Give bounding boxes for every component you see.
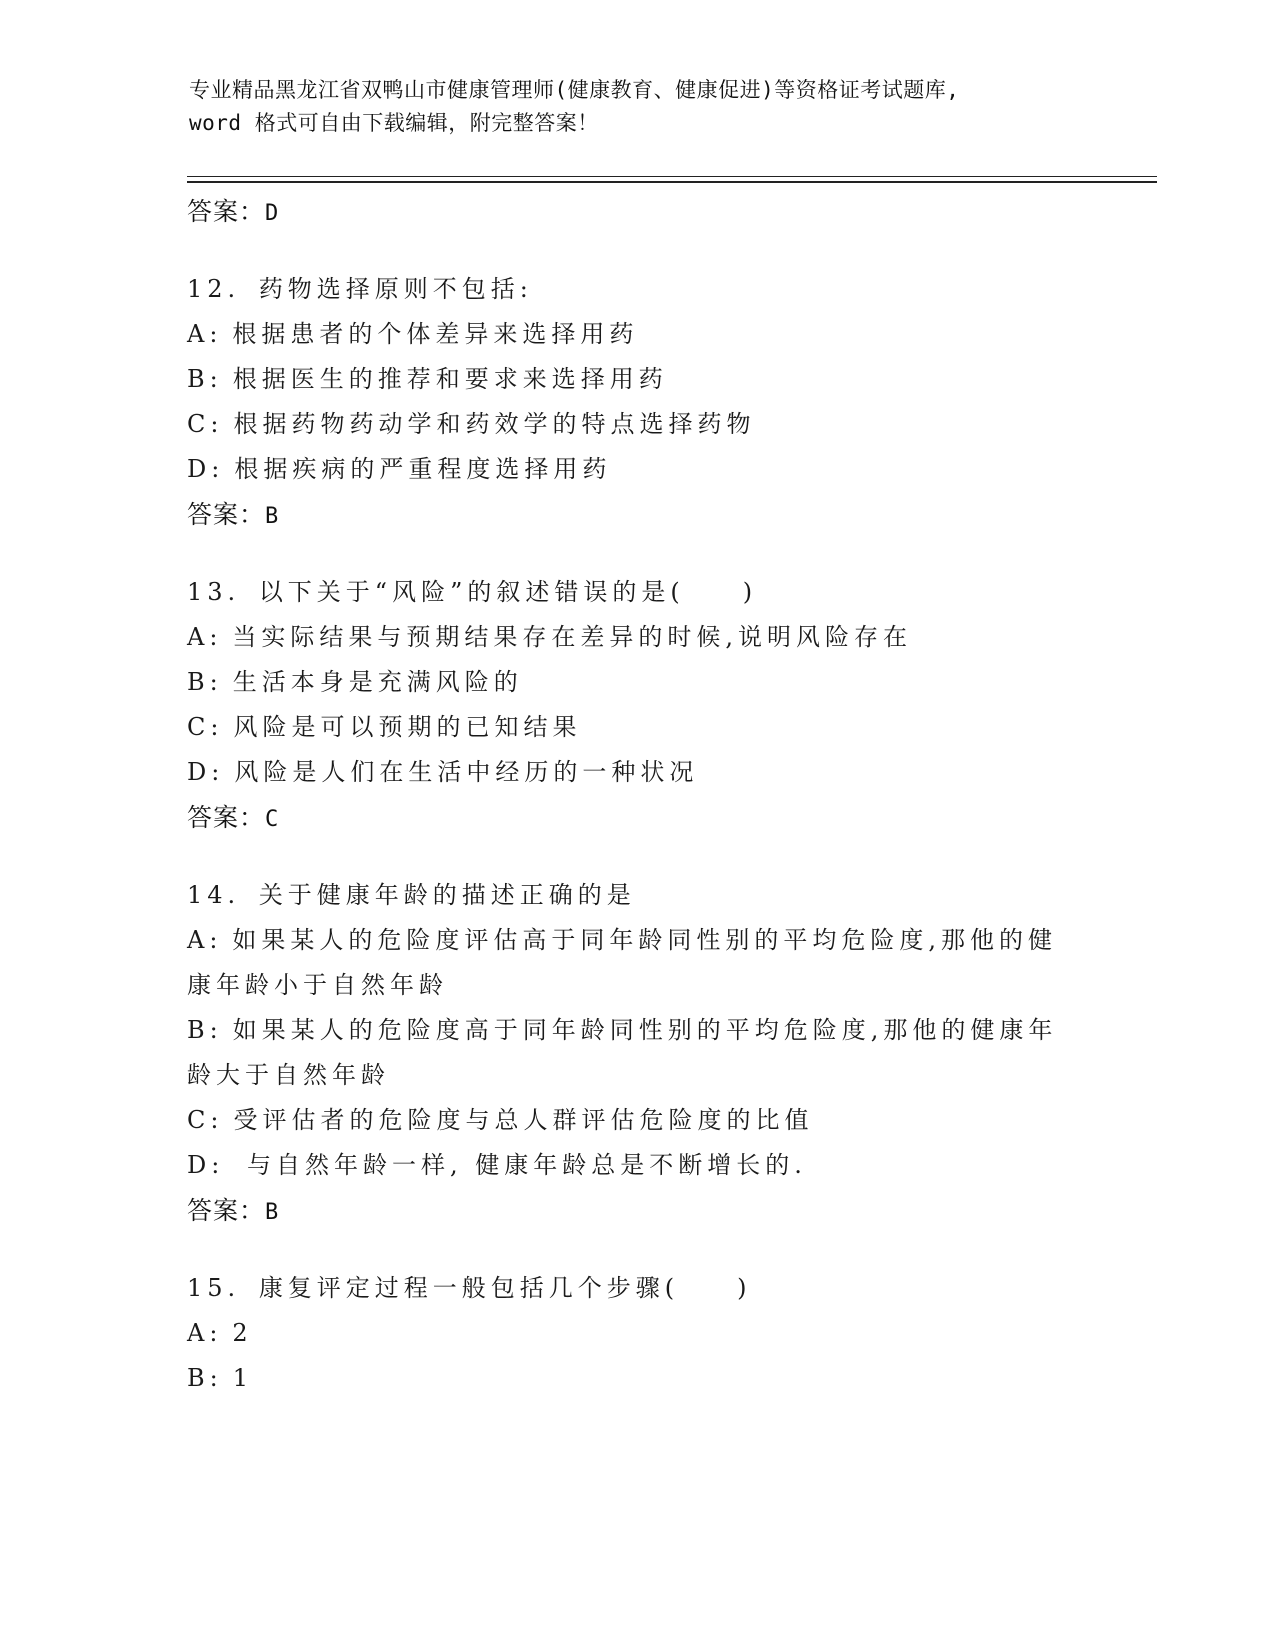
option-text: 如果某人的危险度评估高于同年龄同性别的平均危险度,那他的健 xyxy=(232,926,1058,954)
option-a-continued: 康年龄小于自然年龄 xyxy=(187,971,448,999)
question-number: 13. xyxy=(187,578,241,606)
header-divider-thin xyxy=(187,176,1157,177)
option-key: D: xyxy=(187,758,225,786)
option-text: 根据疾病的严重程度选择用药 xyxy=(234,455,612,483)
option-text: 与自然年龄一样, 健康年龄总是不断增长的. xyxy=(234,1151,807,1179)
question-number: 14. xyxy=(187,881,241,909)
question-number: 12. xyxy=(187,275,241,303)
answer-label: 答案： xyxy=(187,803,266,832)
answer-value: D xyxy=(265,201,280,226)
question-block xyxy=(187,570,1067,840)
option-d xyxy=(187,447,1067,492)
answer-line xyxy=(187,492,1067,537)
header-line-1: 专业精品黑龙江省双鸭山市健康管理师(健康教育、健康促进)等资格证考试题库, xyxy=(189,78,960,102)
option-text: 风险是可以预期的已知结果 xyxy=(233,713,582,741)
option-text: 当实际结果与预期结果存在差异的时候,说明风险存在 xyxy=(232,623,913,651)
answer-label: 答案： xyxy=(187,500,266,529)
option-key: C: xyxy=(187,1106,224,1134)
option-key: C: xyxy=(187,713,224,741)
header-divider-thick xyxy=(187,181,1157,183)
answer-line xyxy=(187,795,1067,840)
question-block xyxy=(187,1266,1067,1401)
answer-value: B xyxy=(265,1200,280,1225)
option-key: A: xyxy=(187,320,223,348)
option-text: 1 xyxy=(232,1364,254,1392)
option-text: 2 xyxy=(232,1319,253,1347)
option-key: C: xyxy=(187,410,224,438)
option-text: 受评估者的危险度与总人群评估危险度的比值 xyxy=(233,1106,814,1134)
question-stem xyxy=(187,1266,1067,1311)
question-stem xyxy=(187,873,1067,918)
question-block xyxy=(187,267,1067,537)
option-text: 根据医生的推荐和要求来选择用药 xyxy=(232,365,668,393)
answer-line xyxy=(187,1188,1067,1233)
option-b xyxy=(187,1356,1067,1401)
option-key: A: xyxy=(187,623,223,651)
answer-value: B xyxy=(265,504,280,529)
option-c xyxy=(187,402,1067,447)
option-b xyxy=(187,357,1067,402)
option-key: B: xyxy=(187,668,223,696)
option-d xyxy=(187,750,1067,795)
question-text: 药物选择原则不包括: xyxy=(258,275,533,303)
answer-label: 答案： xyxy=(187,197,266,226)
option-d xyxy=(187,1143,1067,1188)
question-number: 15. xyxy=(187,1274,241,1302)
option-key: B: xyxy=(187,1364,223,1392)
document-header xyxy=(189,74,1089,140)
header-line-2: word 格式可自由下载编辑，附完整答案！ xyxy=(189,111,599,135)
option-c xyxy=(187,1098,1067,1143)
option-key: B: xyxy=(187,1016,223,1044)
option-key: A: xyxy=(187,926,223,954)
question-stem xyxy=(187,570,1067,615)
option-a xyxy=(187,312,1067,357)
option-text: 如果某人的危险度高于同年龄同性别的平均危险度,那他的健康年 xyxy=(232,1016,1058,1044)
option-key: D: xyxy=(187,1151,225,1179)
option-key: A: xyxy=(187,1319,223,1347)
question-stem xyxy=(187,267,1067,312)
question-text: 关于健康年龄的描述正确的是 xyxy=(258,881,636,909)
question-block xyxy=(187,873,1067,1233)
question-text: 以下关于“风险”的叙述错误的是( ) xyxy=(258,578,758,606)
option-a xyxy=(187,918,1067,963)
option-key: D: xyxy=(187,455,225,483)
answer-label: 答案： xyxy=(187,1196,266,1225)
option-a xyxy=(187,615,1067,660)
option-b-continued: 龄大于自然年龄 xyxy=(187,1061,390,1089)
option-c xyxy=(187,705,1067,750)
option-b xyxy=(187,660,1067,705)
answer-value: C xyxy=(265,807,280,832)
option-key: B: xyxy=(187,365,223,393)
option-b xyxy=(187,1008,1067,1053)
option-text: 风险是人们在生活中经历的一种状况 xyxy=(234,758,699,786)
option-a xyxy=(187,1311,1067,1356)
question-text: 康复评定过程一般包括几个步骤( ) xyxy=(258,1274,752,1302)
option-text: 生活本身是充满风险的 xyxy=(232,668,523,696)
question-list xyxy=(187,189,1067,1401)
option-text: 根据患者的个体差异来选择用药 xyxy=(232,320,639,348)
answer-line xyxy=(187,189,1067,234)
option-text: 根据药物药动学和药效学的特点选择药物 xyxy=(233,410,756,438)
